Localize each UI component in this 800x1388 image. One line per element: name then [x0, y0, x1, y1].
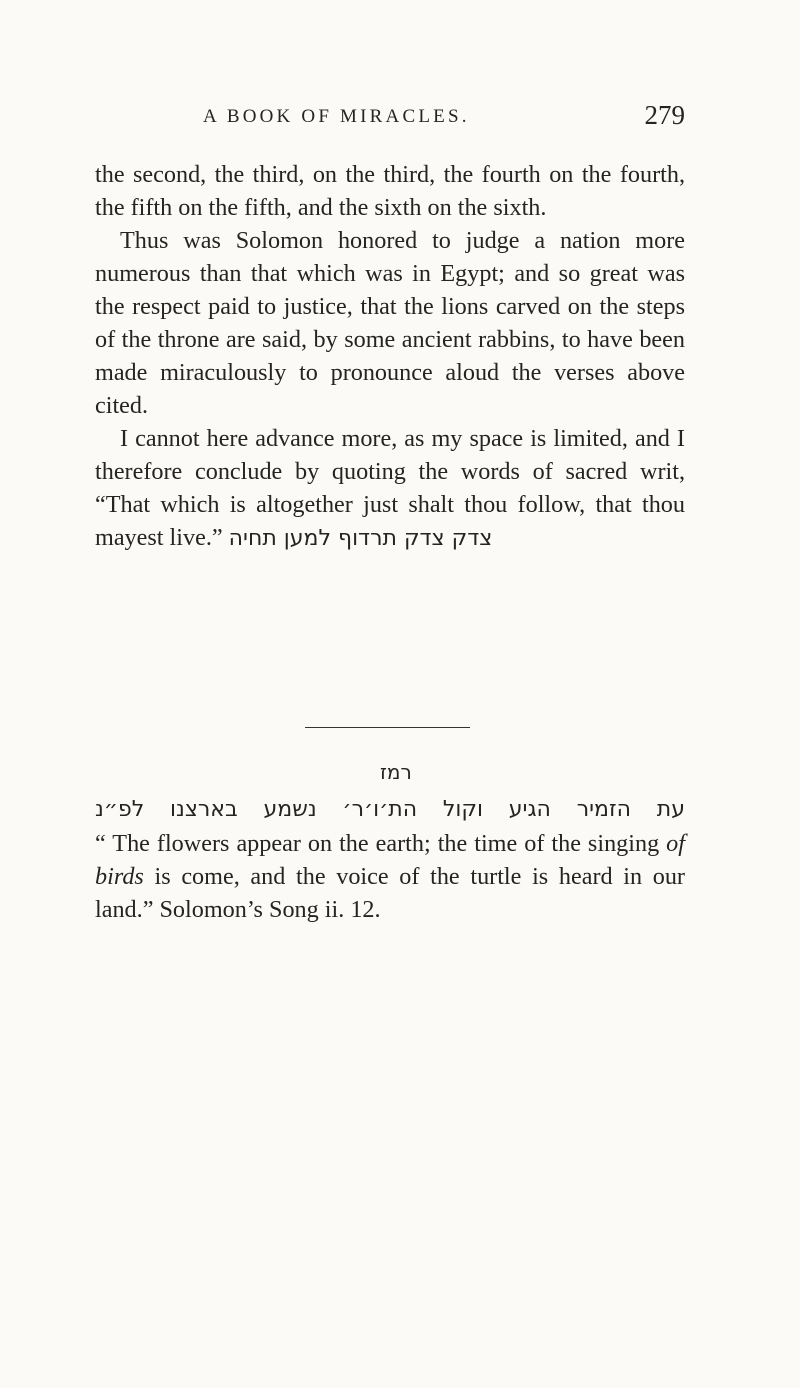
running-title: A BOOK OF MIRACLES. — [203, 106, 470, 127]
section-label-hebrew: רמז — [380, 760, 412, 784]
body-text — [95, 158, 685, 555]
paragraph-solomon-honored: Thus was Solomon honored to judge a nation more numerous than that which was in Egypt; and so great was the respect paid to justice, that the lions carved on the steps of the throne are said, by some ancient rabbins, to have been made miraculously to pronounce aloud the verses above cited. — [95, 227, 685, 419]
paragraph-conclusion — [95, 422, 685, 555]
hebrew-quote: צדק צדק תרדוף למען תחיה — [228, 526, 493, 551]
page-header — [203, 100, 685, 140]
hebrew-verse: עת הזמיר הגיע וקול הת׳ו׳ר׳ נשמע בארצנו לפ״נ — [95, 797, 685, 822]
verse-translation — [95, 827, 685, 926]
paragraph-conclusion-text: I cannot here advance more, as my space is limited, and I therefore conclude by quoting the words of sacred writ, “That which is altogether just shalt thou follow, that thou mayest live.” — [95, 425, 685, 551]
translation-part-2: is come, and the voice of the turtle is heard in our land.” Solomon’s Song ii. 12. — [95, 863, 685, 923]
page-number: 279 — [644, 100, 685, 130]
translation-part-1: “ The flowers appear on the earth; the time of the singing — [95, 830, 667, 857]
translation-italic: of birds — [95, 830, 685, 890]
paragraph-continuation: the second, the third, on the third, the fourth on the fourth, the fifth on the fifth, and the sixth on the sixth. — [95, 161, 685, 221]
section-divider — [305, 727, 470, 728]
